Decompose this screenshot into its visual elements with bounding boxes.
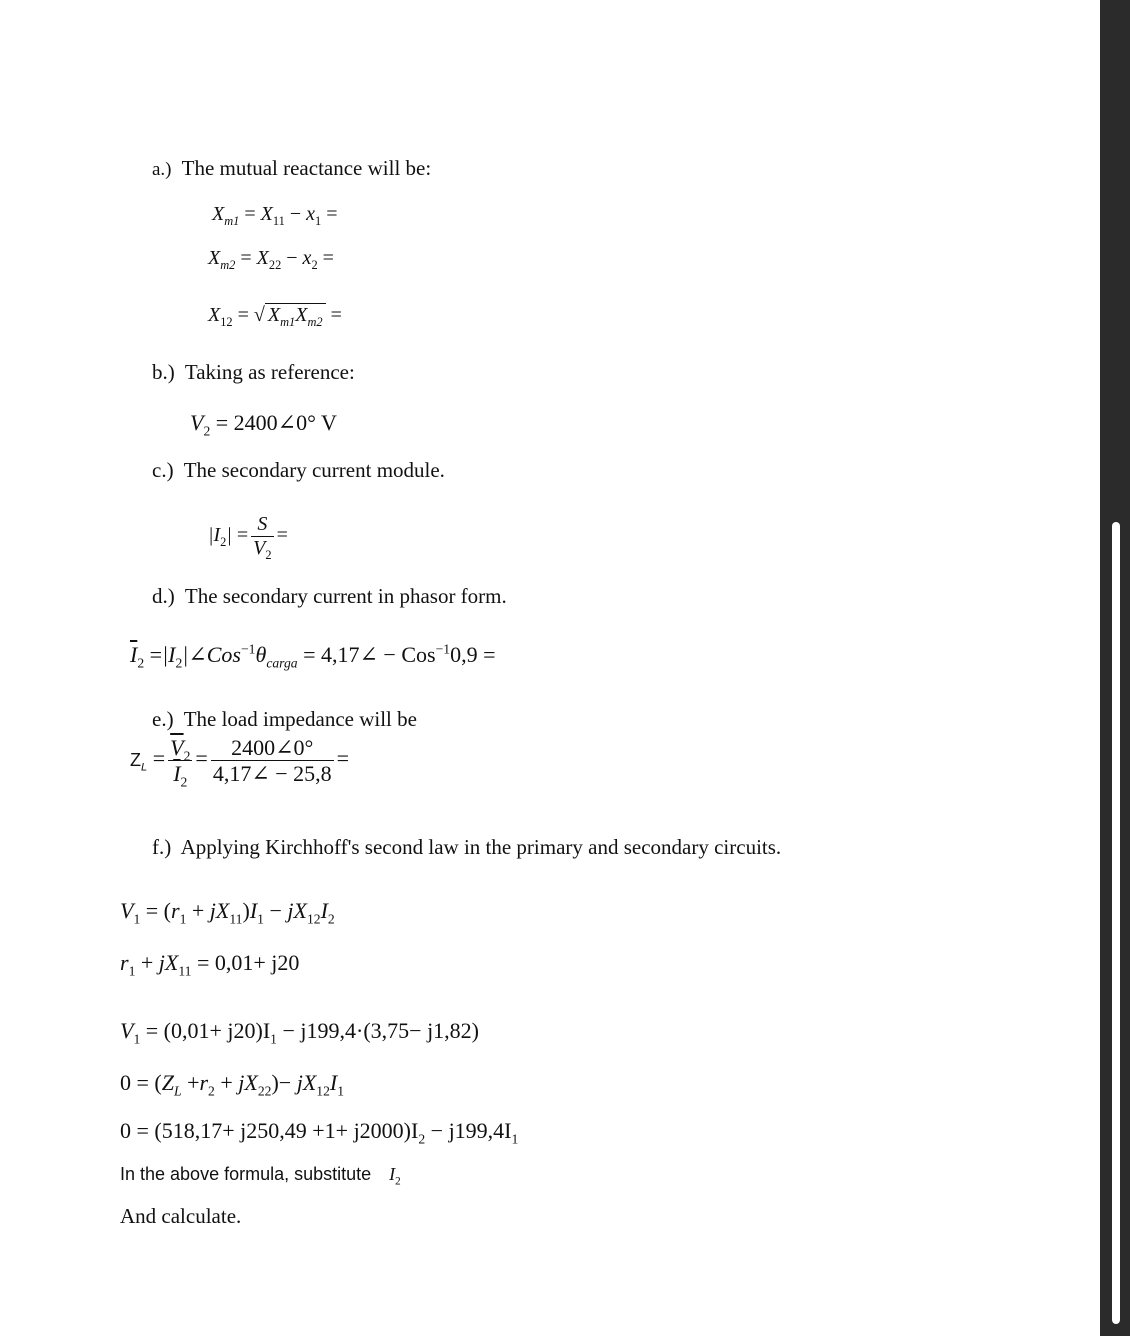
section-c-heading [152, 460, 445, 481]
section-a-heading [152, 158, 431, 179]
v2-reference-value: = 2400∠0° V [215, 410, 337, 435]
substitute-symbol: $I_2$ [389, 1164, 401, 1188]
load-impedance-denominator: 4,17∠ − 25,8 [212, 761, 332, 787]
substitute-line [120, 1164, 401, 1188]
secondary-substituted-tail: − j199,4I [430, 1118, 512, 1143]
scrollbar-thumb[interactable] [1112, 522, 1120, 1324]
equation-xm1: $X_{m1} = X_{11} - x_1$ = [212, 203, 338, 228]
equation-v2-reference: $V_2$ = 2400∠0° V [190, 410, 337, 439]
primary-impedance-value: = 0,01+ j20 [196, 950, 300, 975]
section-f-heading [152, 837, 781, 858]
section-e-label: e.) [152, 707, 174, 731]
section-b-heading [152, 362, 355, 383]
equation-i2-module: $|I_2|$ = $\frac{S}{V_2}$ = [208, 513, 288, 562]
equation-primary-impedance: $r_1 + jX_{11} = 0,01+ j20$ [120, 950, 300, 979]
section-d-heading [152, 586, 507, 607]
section-b-label: b.) [152, 360, 175, 384]
equation-xm2: $X_{m2} = X_{22} - x_2$ = [208, 247, 334, 272]
v1-substituted-tail: − j199,4·(3,75− j1,82) [282, 1018, 480, 1043]
section-a-label: a.) [152, 159, 172, 180]
section-a-text: The mutual reactance will be: [181, 156, 432, 180]
section-c-label: c.) [152, 458, 174, 482]
section-e-text: The load impedance will be [183, 707, 417, 731]
load-impedance-numerator: 2400∠0° [211, 736, 334, 761]
section-d-text: The secondary current in phasor form. [184, 584, 507, 608]
equation-secondary-substituted: $0 = (518,17+ j250,49 +1+ j2000)I_2 - j199,4I_1$ [120, 1118, 519, 1147]
equation-load-impedance: $Z_L$ = $\frac{\overline{V}_2}{\overline{I}_2}$ = $\frac{2400\angle 0^\circ}{4,17\angle - 25,8}$ = [130, 735, 350, 790]
equation-v1-substituted: $V_1 = (0,01+ j20)I_1 - j199,4\cdot(3,75- j1,82)$ [120, 1018, 480, 1047]
section-c-text: The secondary current module. [183, 458, 445, 482]
v1-substituted-value: = (0,01+ j20)I [145, 1018, 271, 1043]
substitute-text: In the above formula, substitute [120, 1164, 372, 1184]
i2-phasor-value: = 4,17∠ − Cos [303, 642, 436, 667]
section-f-label: f.) [152, 835, 172, 859]
section-b-text: Taking as reference: [184, 360, 355, 384]
i2-phasor-tail: 0,9 = [450, 642, 496, 667]
equation-x12: $X_{12}$ = √ $X_{m1}X_{m2}$ = [208, 304, 342, 329]
secondary-substituted-value: 0 = (518,17+ j250,49 +1+ j2000)I [120, 1118, 419, 1143]
section-e-heading [152, 709, 417, 730]
section-d-label: d.) [152, 584, 175, 608]
calculate-text: And calculate. [120, 1204, 242, 1228]
equation-i2-phasor: $\overline{I}_2$ $=|I_2|\angle Cos^{-1}\theta_{carga}$ = 4,17∠ − Cos$^{-1}$0,9 = [130, 641, 496, 671]
section-f-text: Applying Kirchhoff's second law in the primary and secondary circuits. [180, 835, 782, 859]
equation-kvl-primary: $V_1 = (r_1 + jX_{11})I_1 - jX_{12}I_2$ [120, 898, 335, 927]
equation-kvl-secondary: $0 = (Z_L +r_2 + jX_{22})- jX_{12}I_1$ [120, 1070, 345, 1099]
